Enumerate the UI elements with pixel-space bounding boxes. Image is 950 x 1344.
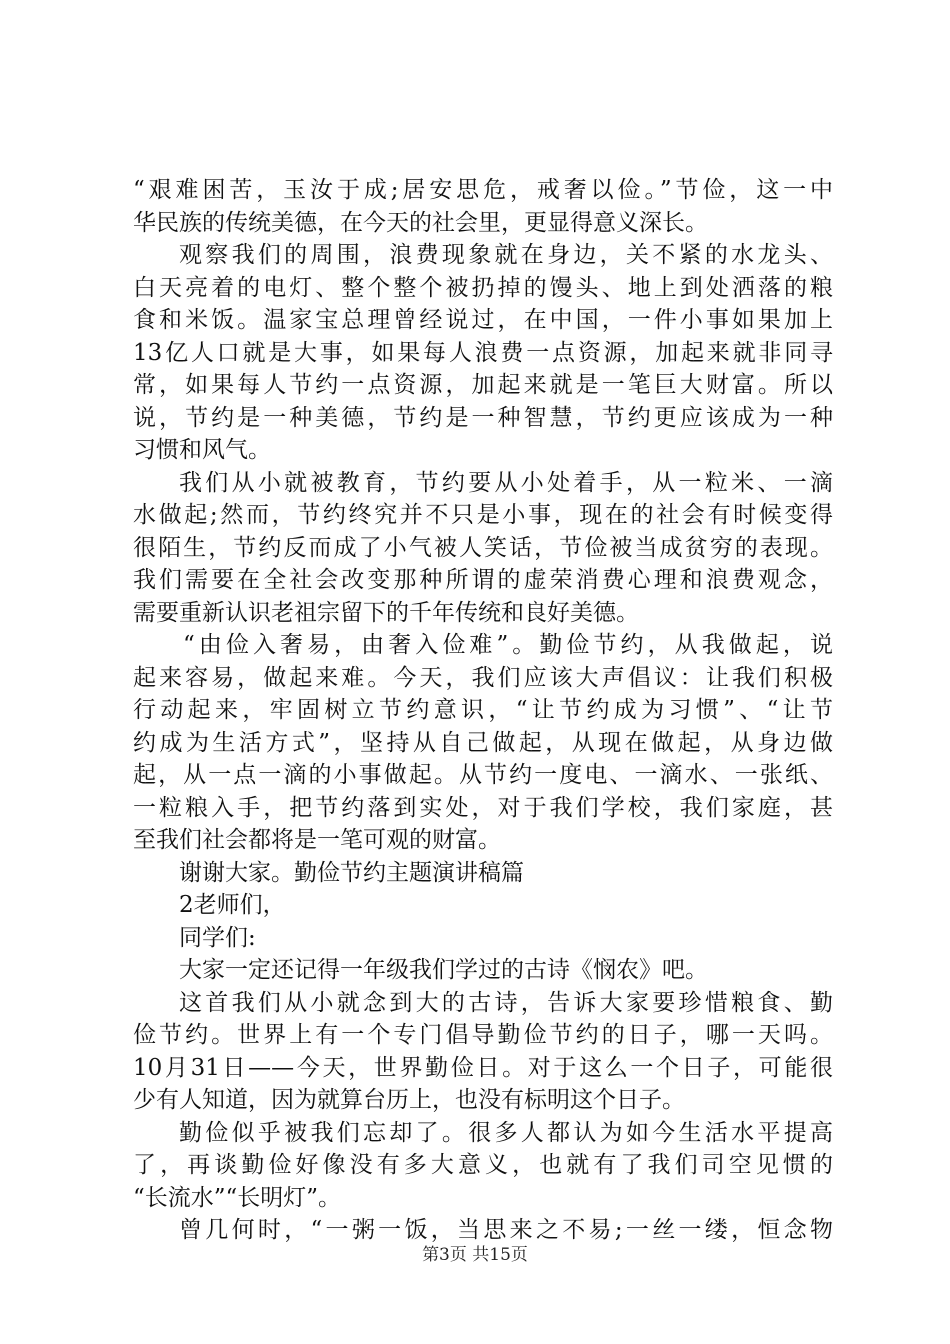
text-line: 很陌生，节约反而成了小气被人笑话，节俭被当成贫穷的表现。 bbox=[133, 534, 833, 561]
text-line: 约成为生活方式”，坚持从自己做起，从现在做起，从身边做 bbox=[133, 729, 833, 756]
text-line: 了，再谈勤俭好像没有多大意义，也就有了我们司空见惯的 bbox=[133, 1152, 833, 1178]
paragraph-start-line: 2老师们， bbox=[179, 892, 286, 918]
text-line: 10月31日——今天，世界勤俭日。对于这么一个日子，可能很 bbox=[133, 1054, 833, 1081]
paragraph-start-line: 这首我们从小就念到大的古诗，告诉大家要珍惜粮食、勤 bbox=[179, 989, 833, 1016]
paragraph-start-line: 大家一定还记得一年级我们学过的古诗《悯农》吧。 bbox=[179, 957, 708, 983]
text-line: 起，从一点一滴的小事做起。从节约一度电、一滴水、一张纸、 bbox=[133, 762, 833, 788]
document-body bbox=[133, 174, 833, 1247]
text-line: 我们需要在全社会改变那种所谓的虚荣消费心理和浪费观念， bbox=[133, 567, 833, 593]
paragraph-start-line: 勤俭似乎被我们忘却了。很多人都认为如今生活水平提高 bbox=[179, 1119, 833, 1146]
paragraph-start-line: 谢谢大家。勤俭节约主题演讲稿篇 bbox=[179, 859, 524, 886]
text-line: “艰难困苦，玉汝于成;居安思危，戒奢以俭。”节俭，这一中 bbox=[133, 177, 833, 203]
text-line: 白天亮着的电灯、整个整个被扔掉的馒头、地上到处洒落的粮 bbox=[133, 274, 833, 301]
text-line: 起来容易，做起来难。今天，我们应该大声倡议：让我们积极 bbox=[133, 664, 833, 691]
text-line: 一粒粮入手，把节约落到实处，对于我们学校，我们家庭，甚 bbox=[133, 794, 833, 821]
paragraph-start-line: 曾几何时，“一粥一饭，当思来之不易;一丝一缕，恒念物 bbox=[179, 1217, 833, 1243]
text-line: 少有人知道，因为就算台历上，也没有标明这个日子。 bbox=[133, 1087, 685, 1113]
paragraph-start-line: 观察我们的周围，浪费现象就在身边，关不紧的水龙头、 bbox=[179, 242, 833, 268]
paragraph-start-line: 同学们: bbox=[179, 924, 256, 951]
text-line: “长流水”“长明灯”。 bbox=[133, 1184, 342, 1211]
text-line: 13亿人口就是大事，如果每人浪费一点资源，加起来就非同寻 bbox=[133, 339, 833, 366]
text-line: 行动起来，牢固树立节约意识，“让节约成为习惯”、“让节 bbox=[133, 697, 833, 723]
text-line: 至我们社会都将是一笔可观的财富。 bbox=[133, 827, 501, 853]
text-line: 俭节约。世界上有一个专门倡导勤俭节约的日子，哪一天吗。 bbox=[133, 1022, 833, 1048]
paragraph-start-line: “由俭入奢易，由奢入俭难”。勤俭节约，从我做起，说 bbox=[183, 632, 833, 658]
text-line: 需要重新认识老祖宗留下的千年传统和良好美德。 bbox=[133, 599, 639, 626]
page-number-footer: 第3页 共15页 bbox=[422, 1245, 528, 1265]
paragraph-start-line: 我们从小就被教育，节约要从小处着手，从一粒米、一滴 bbox=[179, 469, 833, 496]
text-line: 食和米饭。温家宝总理曾经说过，在中国，一件小事如果加上 bbox=[133, 307, 833, 333]
text-line: 习惯和风气。 bbox=[133, 437, 271, 463]
text-line: 说，节约是一种美德，节约是一种智慧，节约更应该成为一种 bbox=[133, 404, 833, 431]
text-line: 华民族的传统美德，在今天的社会里，更显得意义深长。 bbox=[133, 209, 708, 236]
text-line: 水做起;然而，节约终究并不只是小事，现在的社会有时候变得 bbox=[133, 502, 833, 528]
text-line: 常，如果每人节约一点资源，加起来就是一笔巨大财富。所以 bbox=[133, 372, 833, 398]
